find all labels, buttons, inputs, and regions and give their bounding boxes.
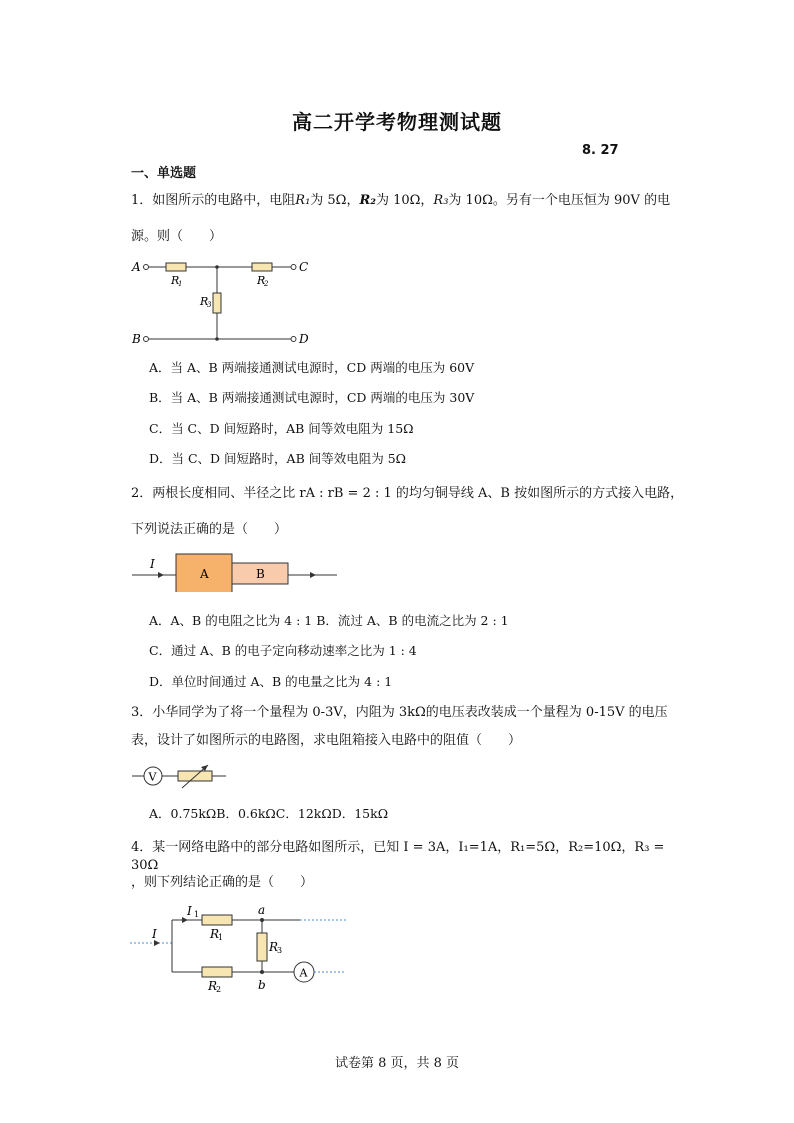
q2-option-ab[interactable]: A．A、B 的电阻之比为 4 : 1 B．流过 A、B 的电流之比为 2 : 1 <box>149 613 509 628</box>
q4-resistor-r3 <box>257 933 267 961</box>
page-title: 高二开学考物理测试题 <box>292 110 502 134</box>
q2-label-A: A <box>200 567 209 581</box>
q4-label-a: a <box>258 903 266 917</box>
q4-line2: ，则下列结论正确的是（ ） <box>131 875 314 890</box>
q2-label-B: B <box>256 567 265 581</box>
q1-option-b[interactable]: B．当 A、B 两端接通测试电源时，CD 两端的电压为 30V <box>149 390 475 405</box>
q1-label-r3-sub: 3 <box>207 301 212 309</box>
q1-label-A: A <box>132 260 141 274</box>
q1-option-c[interactable]: C．当 C、D 间短路时，AB 间等效电阻为 15Ω <box>149 421 414 436</box>
q1-label-C: C <box>299 260 309 274</box>
q4-label-r3: R <box>269 940 279 954</box>
q1-label-r2-sub: 2 <box>264 280 269 288</box>
q4-label-r1: R <box>210 927 220 941</box>
q4-label-r2: R <box>208 979 218 993</box>
section-heading: 一、单选题 <box>131 166 197 181</box>
q4-label-ammeter: A <box>299 966 308 980</box>
exam-date: 8. 27 <box>582 143 619 158</box>
q1-line1: 1．如图所示的电路中，电阻R₁为 5Ω，R₂为 10Ω，R₃为 10Ω。另有一个电压恒为 90V 的电 <box>131 193 671 208</box>
q1-label-D: D <box>299 332 309 346</box>
q1-resistor-r3 <box>213 293 221 313</box>
q3-label-V: V <box>148 770 157 784</box>
q2-conductor-diagram <box>130 550 340 592</box>
q4-line1: 4．某一网络电路中的部分电路如图所示，已知 I = 3A，I₁=1A，R₁=5Ω，R₂=10Ω，R₃ = 30Ω <box>131 840 665 873</box>
q2-label-I: I <box>150 557 155 571</box>
q1-resistor-r1 <box>166 263 186 271</box>
q2-line1: 2．两根长度相同、半径之比 rA : rB = 2 : 1 的均匀铜导线 A、B 按如图所示的方式接入电路， <box>131 486 684 501</box>
q3-line2: 表，设计了如图所示的电路图，求电阻箱接入电路中的阻值（ ） <box>131 733 522 748</box>
q4-resistor-r2 <box>202 967 232 977</box>
q4-label-r2-sub: 2 <box>216 985 222 994</box>
q1-circuit-diagram <box>130 256 330 351</box>
q4-label-b: b <box>258 978 266 992</box>
q2-option-d[interactable]: D．单位时间通过 A、B 的电量之比为 4 : 1 <box>149 674 393 689</box>
q1-label-B: B <box>132 332 141 346</box>
q4-label-I: I <box>152 927 157 941</box>
q4-resistor-r1 <box>202 915 232 925</box>
q1-option-d[interactable]: D．当 C、D 间短路时，AB 间等效电阻为 5Ω <box>149 451 407 466</box>
q3-line1: 3．小华同学为了将一个量程为 0-3V，内阻为 3kΩ的电压表改装成一个量程为 0-15V 的电压 <box>131 705 668 720</box>
q1-label-r3: R <box>200 295 209 308</box>
q1-line2: 源。则（ ） <box>131 229 223 244</box>
q4-circuit-diagram <box>128 903 350 995</box>
q4-label-r1-sub: 1 <box>218 933 224 942</box>
q4-label-I1: I <box>187 904 192 918</box>
q1-resistor-r2 <box>252 263 272 271</box>
q1-label-r2: R <box>257 274 266 287</box>
q3-options[interactable]: A．0.75kΩB．0.6kΩC．12kΩD．15kΩ <box>149 806 389 821</box>
q1-label-r1: R <box>171 274 180 287</box>
q2-line2: 下列说法正确的是（ ） <box>131 522 288 537</box>
q3-circuit-diagram <box>130 763 230 793</box>
q4-label-r3-sub: 3 <box>277 946 283 955</box>
q1-label-r1-sub: 1 <box>178 280 183 288</box>
page-footer: 试卷第 8 页，共 8 页 <box>334 1056 460 1071</box>
q2-option-c[interactable]: C．通过 A、B 的电子定向移动速率之比为 1 : 4 <box>149 643 417 658</box>
q4-label-I1-sub: 1 <box>194 910 200 919</box>
q1-option-a[interactable]: A．当 A、B 两端接通测试电源时，CD 两端的电压为 60V <box>149 360 475 375</box>
